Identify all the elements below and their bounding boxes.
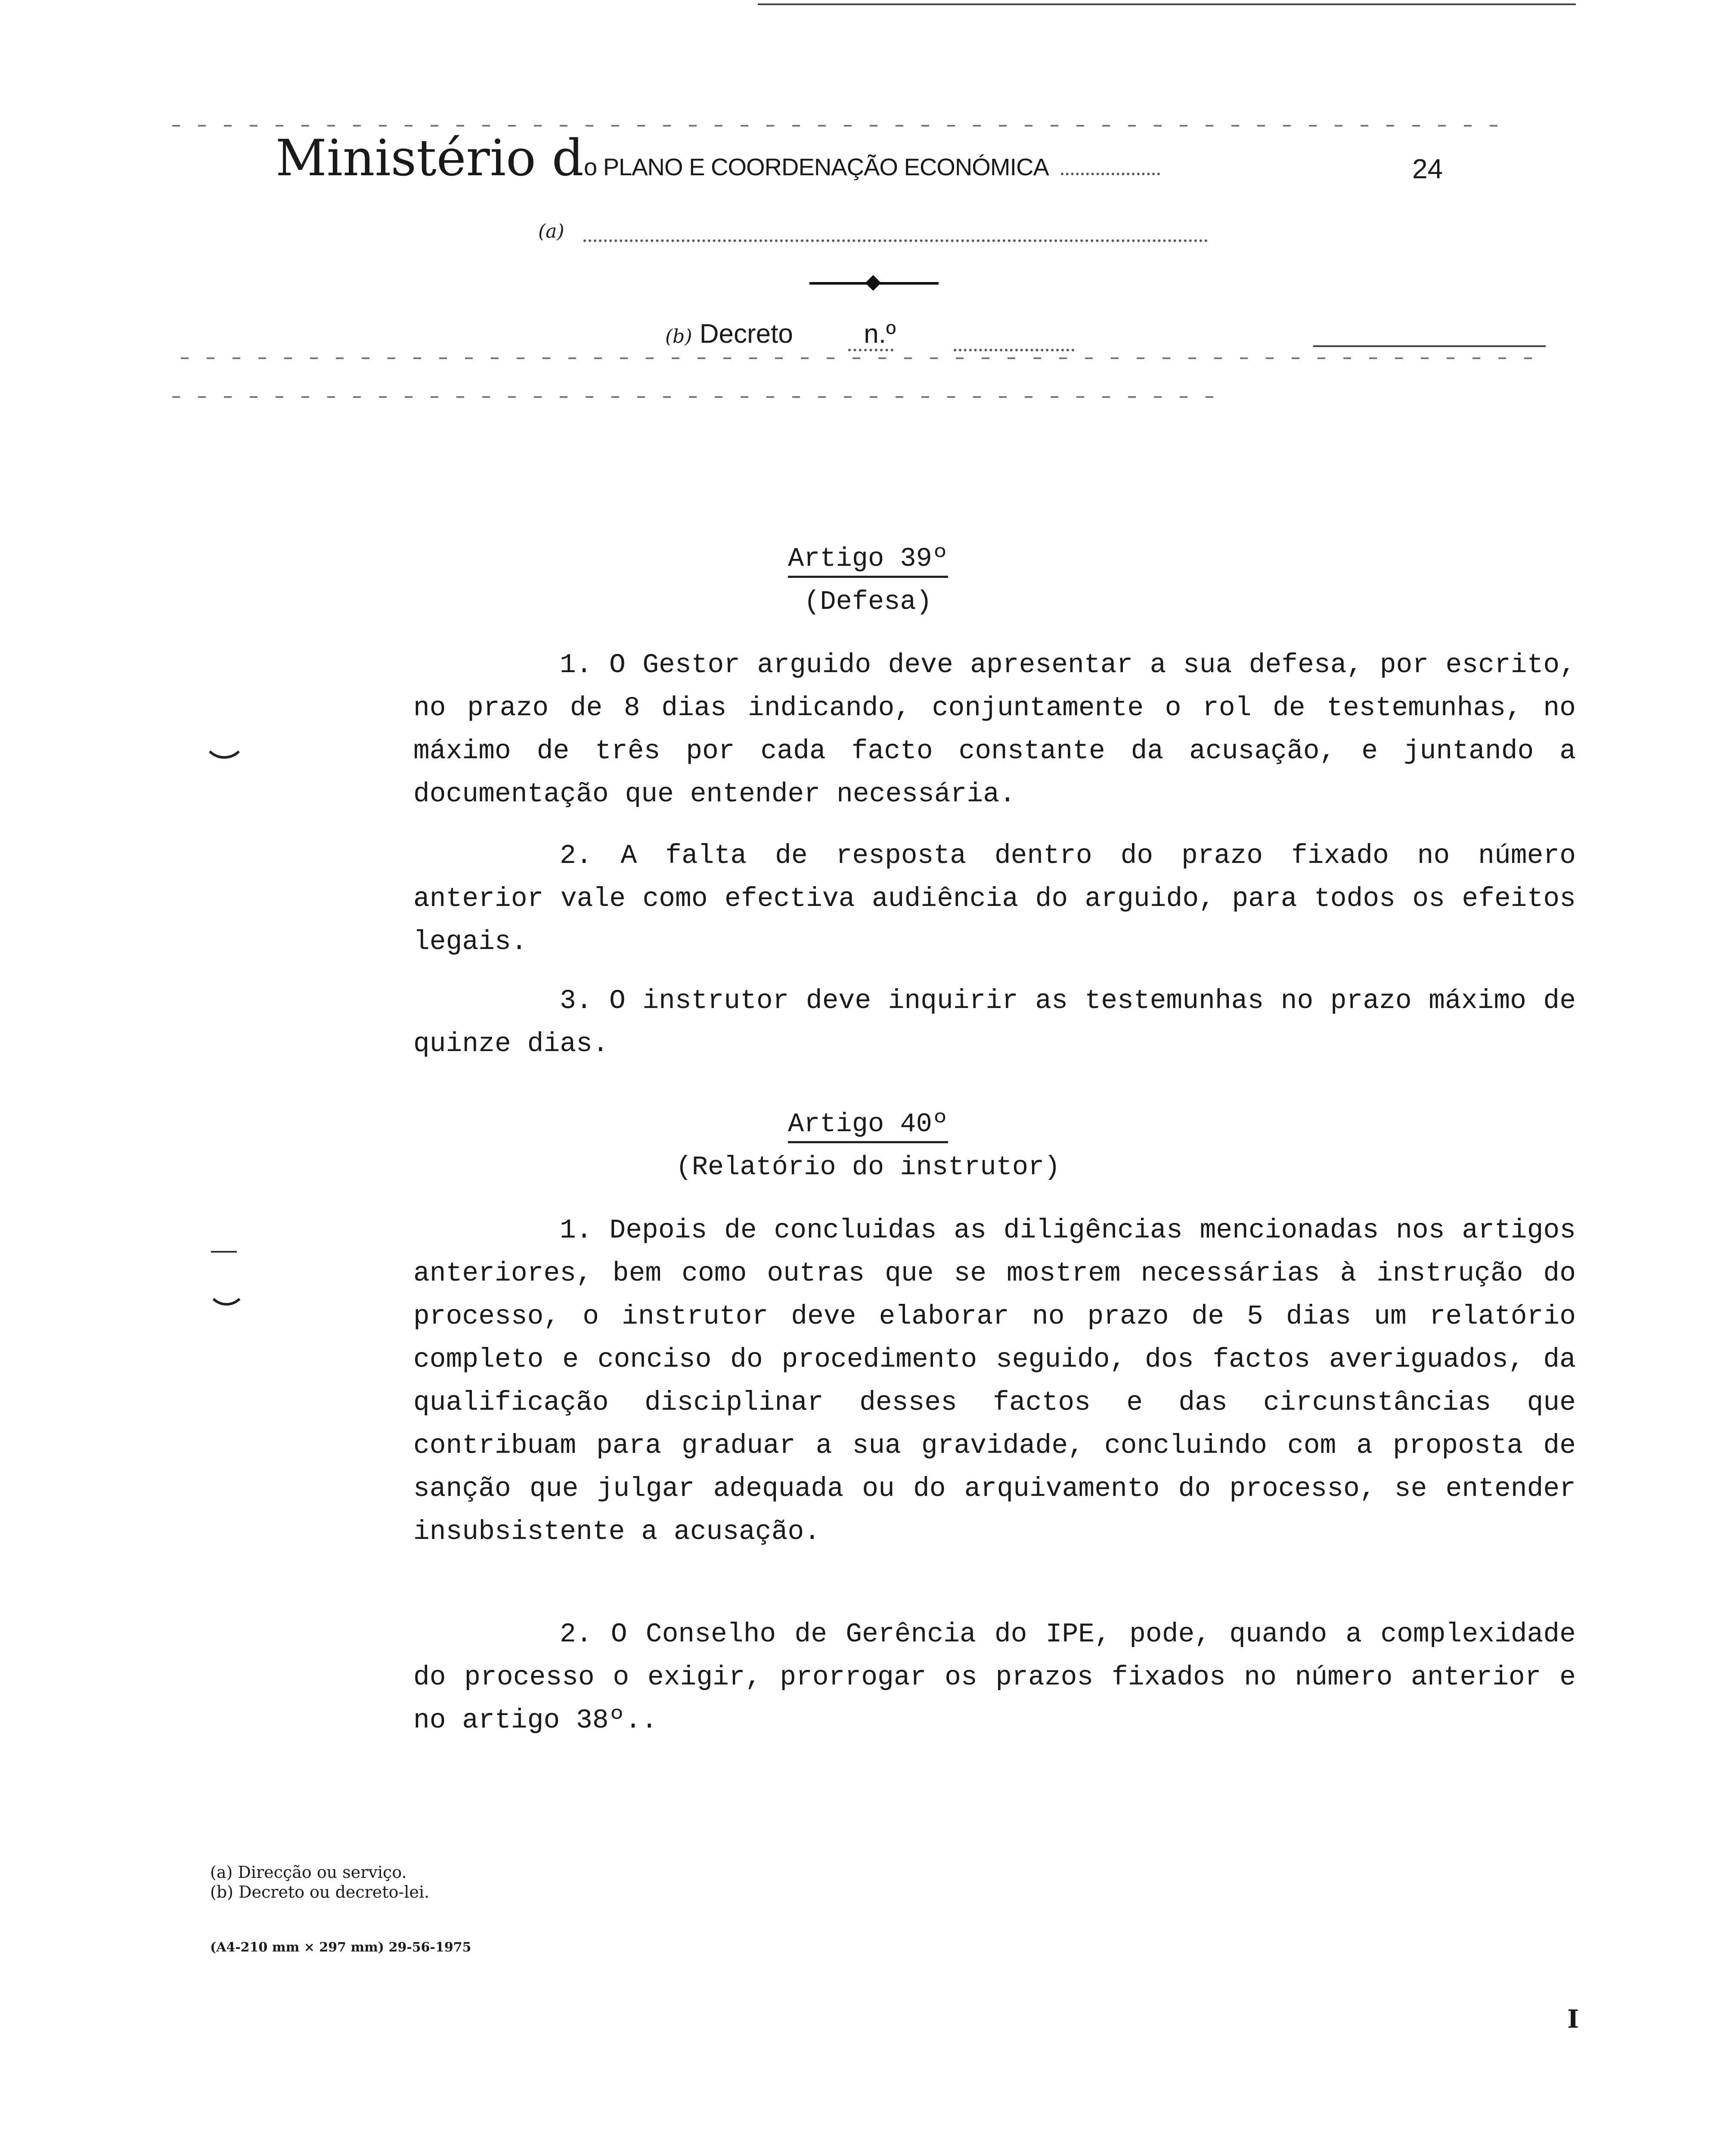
article-39-paragraph-2: 2. A falta de resposta dentro do prazo fixado no número anterior vale como efectiva audiência do arguido, para todos os efeitos legais. — [413, 841, 1576, 957]
article-39-paragraph-1: 1. O Gestor arguido deve apresentar a sua defesa, por escrito, no prazo de 8 dias indicando, conjuntamente o rol de testemunhas, no máximo de três por cada facto constante da acusação, e juntando a documentação que entender necessária. — [413, 650, 1576, 810]
article-40-subtitle: (Relatório do instrutor) — [676, 1152, 1060, 1182]
field-a-line — [583, 239, 1208, 242]
page-number: 24 — [1412, 153, 1443, 184]
ministry-title — [276, 129, 1160, 187]
top-rule — [758, 3, 1576, 5]
scan-noise-mid — [181, 357, 1537, 359]
header-right-rule — [1313, 345, 1546, 347]
decree-label — [665, 319, 896, 349]
footnotes — [210, 1862, 429, 1902]
article-39-paragraph-3: 3. O instrutor deve inquirir as testemunhas no prazo máximo de quinze dias. — [413, 986, 1576, 1059]
field-a-label: (a) — [538, 220, 564, 242]
paper-format-reference: (A4-210 mm × 297 mm) 29-56-1975 — [210, 1940, 471, 1955]
article-39-subtitle: (Defesa) — [804, 586, 932, 617]
article-39-title: Artigo 39º — [0, 543, 1736, 574]
margin-mark-2-top — [211, 1251, 237, 1253]
decree-type-line — [848, 349, 893, 351]
ministry-fill-line — [1061, 168, 1160, 175]
scan-noise-mid-2 — [172, 396, 1227, 398]
decree-marker: (b) — [665, 326, 692, 347]
ministry-prefix: Ministério d — [276, 129, 584, 187]
decree-word: Decreto — [699, 319, 793, 349]
decree-number-line — [954, 349, 1074, 351]
corner-mark: I — [1567, 2004, 1579, 2034]
margin-mark-2 — [207, 1266, 246, 1306]
footnote-b: (b) Decreto ou decreto-lei. — [210, 1883, 430, 1902]
footnote-a: (a) Direcção ou serviço. — [210, 1863, 407, 1882]
article-40-paragraph-1: 1. Depois de concluidas as diligências mencionadas nos artigos anteriores, bem como outras que se mostrem necessárias à instrução do processo, o instrutor deve elaborar no prazo de 5 dias um relatório completo e conciso do procedimento seguido, dos factos averiguados, da qualificação disciplinar desses factos e das circunstâncias que contribuam para graduar a sua gravidade, concluindo com a proposta de sanção que julgar adequada ou do arquivamento do processo, se entender insubsistente a acusação. — [413, 1215, 1576, 1547]
margin-mark-1 — [202, 715, 246, 759]
decree-number-label: n.º — [864, 319, 896, 349]
article-40-paragraph-2: 2. O Conselho de Gerência do IPE, pode, quando a complexidade do processo o exigir, prorrogar os prazos fixados no número anterior e no artigo 38º.. — [413, 1619, 1576, 1736]
ministry-name: o PLANO E COORDENAÇÃO ECONÓMICA — [584, 153, 1049, 180]
scan-noise-top — [172, 125, 1507, 127]
article-40-title: Artigo 40º — [0, 1109, 1736, 1139]
divider-diamond-icon — [865, 275, 881, 291]
